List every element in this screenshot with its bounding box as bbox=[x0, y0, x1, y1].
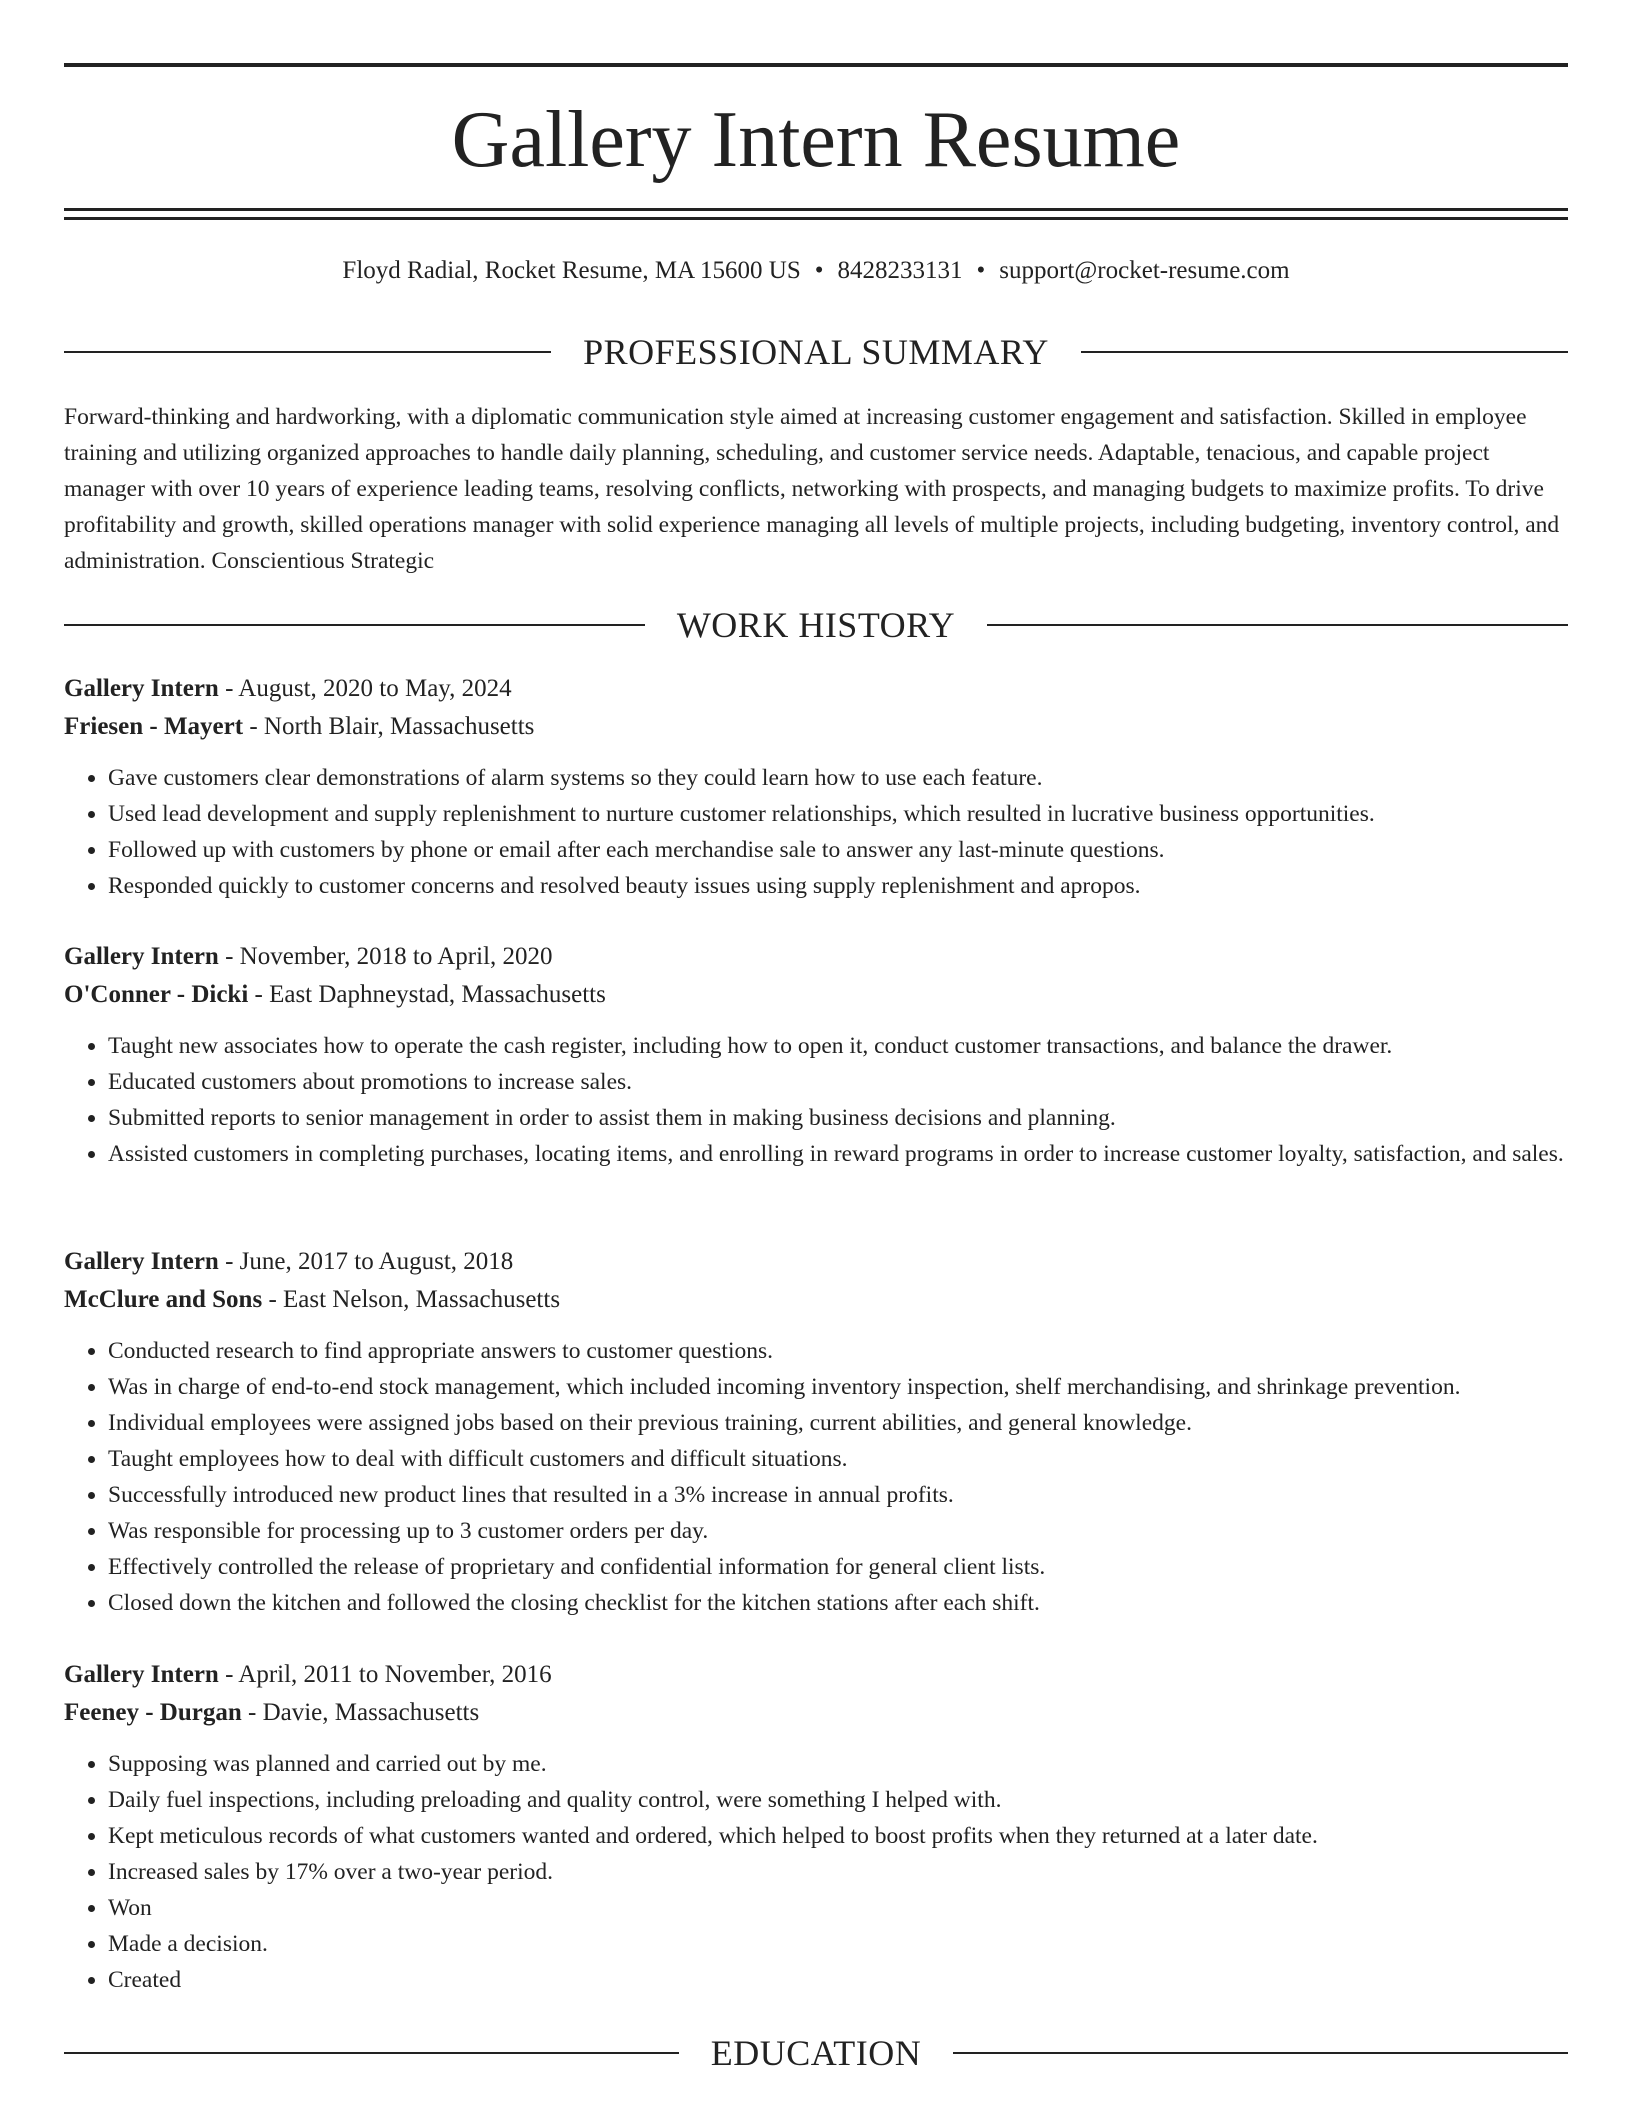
job-dates: - August, 2020 to May, 2024 bbox=[218, 675, 512, 702]
job-bullet: • Kept meticulous records of what customers wanted and ordered, which helped to boost profits when they returned at a later date. bbox=[108, 1818, 1568, 1854]
resume-title: Gallery Intern Resume bbox=[451, 96, 1181, 184]
job-bullet: • Made a decision. bbox=[108, 1926, 1568, 1962]
contact-address: Floyd Radial, Rocket Resume, MA 15600 US bbox=[342, 257, 801, 284]
job-dates: - June, 2017 to August, 2018 bbox=[218, 1248, 514, 1275]
job-title: Gallery Intern bbox=[64, 1661, 219, 1688]
contact-phone: 8428233131 bbox=[837, 257, 963, 284]
job-company-line bbox=[64, 1281, 1568, 1319]
job-bullet: • Submitted reports to senior management in order to assist them in making business decisions and planning. bbox=[108, 1100, 1568, 1136]
job-bullet: • Increased sales by 17% over a two-year period. bbox=[108, 1854, 1568, 1890]
job-company: Friesen - Mayert bbox=[64, 713, 244, 740]
job-company: O'Conner - Dicki bbox=[64, 981, 249, 1008]
job-location: - East Daphneystad, Massachusetts bbox=[248, 981, 606, 1008]
job-bullet: • Followed up with customers by phone or email after each merchandise sale to answer any last-minute questions. bbox=[108, 832, 1568, 868]
section-header-work bbox=[64, 605, 1568, 645]
job-location: - North Blair, Massachusetts bbox=[243, 713, 535, 740]
job-company: McClure and Sons bbox=[64, 1286, 263, 1313]
section-title-work: WORK HISTORY bbox=[676, 605, 956, 645]
job-bullet: • Successfully introduced new product lines that resulted in a 3% increase in annual profits. bbox=[108, 1477, 1568, 1513]
job-title-line bbox=[64, 938, 1568, 976]
job-bullet: • Taught new associates how to operate the cash register, including how to open it, conduct customer transactions, and balance the drawer. bbox=[108, 1028, 1568, 1064]
job-bullet: • Assisted customers in completing purchases, locating items, and enrolling in reward programs in order to increase customer loyalty, satisfaction, and sales. bbox=[108, 1136, 1568, 1172]
job-dates: - April, 2011 to November, 2016 bbox=[218, 1661, 552, 1688]
job-entry bbox=[64, 1243, 1568, 1621]
job-bullet: • Individual employees were assigned jobs based on their previous training, current abilities, and general knowledge. bbox=[108, 1405, 1568, 1441]
job-bullets bbox=[64, 760, 1568, 904]
job-bullet: • Responded quickly to customer concerns and resolved beauty issues using supply replenishment and apropos. bbox=[108, 868, 1568, 904]
contact-separator: • bbox=[976, 257, 986, 284]
job-bullet: • Conducted research to find appropriate answers to customer questions. bbox=[108, 1333, 1568, 1369]
job-bullet: • Created bbox=[108, 1962, 1568, 1998]
job-bullet: • Was in charge of end-to-end stock management, which included incoming inventory inspection, shelf merchandising, and shrinkage prevention. bbox=[108, 1369, 1568, 1405]
section-rule-left bbox=[64, 351, 551, 353]
job-bullets bbox=[64, 1333, 1568, 1621]
section-title-education: EDUCATION bbox=[710, 2033, 922, 2073]
job-bullet: • Was responsible for processing up to 3 customer orders per day. bbox=[108, 1513, 1568, 1549]
job-title: Gallery Intern bbox=[64, 1248, 219, 1275]
job-bullets bbox=[64, 1028, 1568, 1172]
contact-separator: • bbox=[814, 257, 824, 284]
job-company-line bbox=[64, 1694, 1568, 1732]
job-bullet: • Used lead development and supply replenishment to nurture customer relationships, which resulted in lucrative business opportunities. bbox=[108, 796, 1568, 832]
job-location: - East Nelson, Massachusetts bbox=[262, 1286, 561, 1313]
job-bullet: • Taught employees how to deal with difficult customers and difficult situations. bbox=[108, 1441, 1568, 1477]
job-company-line bbox=[64, 976, 1568, 1014]
section-rule-right bbox=[1081, 351, 1568, 353]
job-bullet: • Gave customers clear demonstrations of alarm systems so they could learn how to use each feature. bbox=[108, 760, 1568, 796]
job-location: - Davie, Massachusetts bbox=[241, 1699, 480, 1726]
section-rule-left bbox=[64, 624, 645, 626]
section-header-summary bbox=[64, 332, 1568, 372]
job-entry bbox=[64, 938, 1568, 1172]
section-rule-left bbox=[64, 2052, 679, 2054]
job-entry bbox=[64, 670, 1568, 904]
job-title-line bbox=[64, 1656, 1568, 1694]
job-bullet: • Educated customers about promotions to increase sales. bbox=[108, 1064, 1568, 1100]
job-bullet: • Closed down the kitchen and followed the closing checklist for the kitchen stations after each shift. bbox=[108, 1585, 1568, 1621]
professional-summary: Forward-thinking and hardworking, with a diplomatic communication style aimed at increasing customer engagement and satisfaction. Skilled in employee training and utilizing organized approaches to handle daily planning, scheduling, and customer service needs. Adaptable, tenacious, and capable project manager with over 10 years of experience leading teams, resolving conflicts, networking with prospects, and managing budgets to maximize profits. To drive profitability and growth, skilled operations manager with solid experience managing all levels of multiple projects, including budgeting, inventory control, and administration. Conscientious Strategic bbox=[64, 404, 1560, 574]
job-title: Gallery Intern bbox=[64, 943, 219, 970]
section-title-summary: PROFESSIONAL SUMMARY bbox=[583, 332, 1049, 372]
section-rule-right bbox=[953, 2052, 1568, 2054]
job-bullet: • Supposing was planned and carried out by me. bbox=[108, 1746, 1568, 1782]
job-bullet: • Won bbox=[108, 1890, 1568, 1926]
job-bullet: • Daily fuel inspections, including preloading and quality control, were something I helped with. bbox=[108, 1782, 1568, 1818]
contact-email: support@rocket-resume.com bbox=[999, 257, 1290, 284]
contact-line bbox=[64, 255, 1568, 287]
job-title-line bbox=[64, 670, 1568, 708]
job-title: Gallery Intern bbox=[64, 675, 219, 702]
job-bullets bbox=[64, 1746, 1568, 1998]
job-dates: - November, 2018 to April, 2020 bbox=[218, 943, 553, 970]
title-double-rule bbox=[64, 208, 1568, 220]
job-bullet: • Effectively controlled the release of proprietary and confidential information for general client lists. bbox=[108, 1549, 1568, 1585]
section-rule-right bbox=[987, 624, 1568, 626]
job-entry bbox=[64, 1656, 1568, 1998]
job-company-line bbox=[64, 708, 1568, 746]
job-title-line bbox=[64, 1243, 1568, 1281]
job-company: Feeney - Durgan bbox=[64, 1699, 242, 1726]
top-rule bbox=[64, 63, 1568, 67]
section-header-education bbox=[64, 2033, 1568, 2073]
